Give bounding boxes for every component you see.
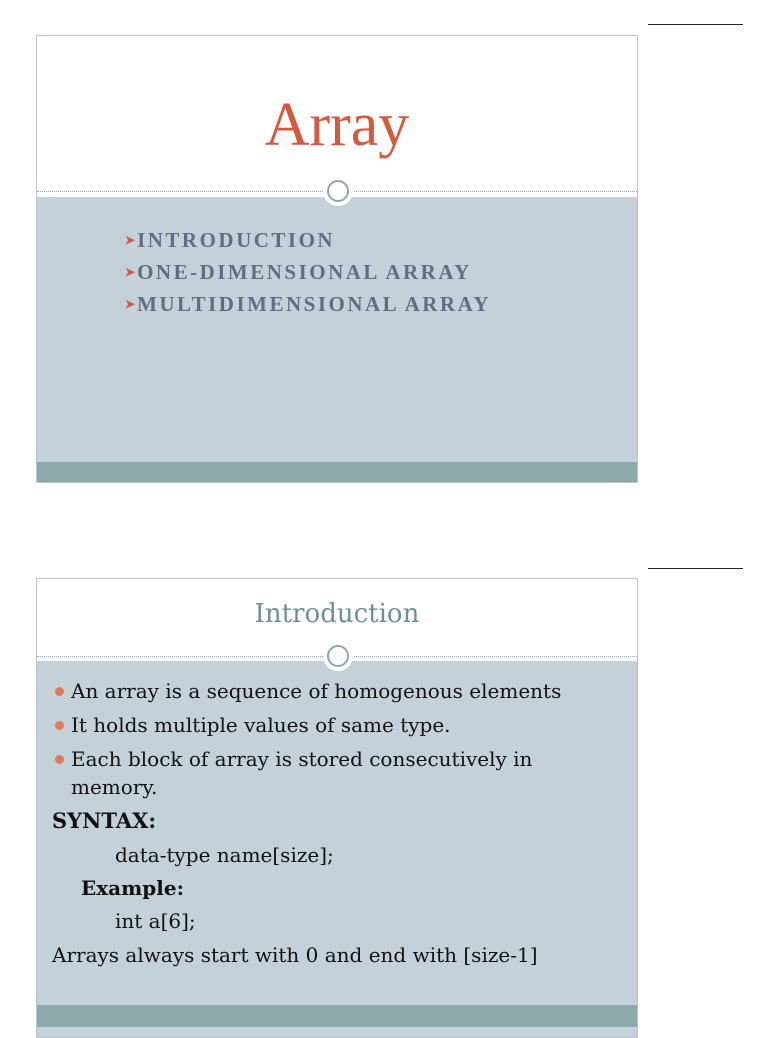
example-label: Example:	[81, 876, 184, 900]
bullet-list	[51, 677, 621, 807]
outline-item-label: INTRODUCTION	[137, 228, 336, 252]
bullet-text: Each block of array is stored consecutively in memory.	[71, 747, 533, 799]
ring-ornament-icon	[323, 641, 353, 671]
slide-title-text: Introduction	[254, 599, 420, 629]
bullet-text: An array is a sequence of homogenous elements	[71, 679, 562, 703]
slide-title	[36, 35, 638, 483]
ring-ornament-inner	[327, 180, 349, 202]
ring-ornament-icon	[323, 176, 353, 206]
ring-ornament-inner	[327, 645, 349, 667]
bullet-item	[51, 677, 621, 705]
circle-bullet-icon	[55, 755, 64, 764]
bullet-item	[51, 745, 621, 801]
arrow-right-icon: ➤	[125, 297, 136, 311]
closing-text: Arrays always start with 0 and end with [size-1]	[52, 943, 538, 967]
syntax-code: data-type name[size];	[115, 843, 334, 867]
slide-footer-bar	[37, 462, 637, 482]
bullet-item	[51, 711, 621, 739]
arrow-right-icon: ➤	[125, 265, 136, 279]
outline-item-label: MULTIDIMENSIONAL ARRAY	[137, 292, 491, 316]
outline-item	[125, 288, 491, 320]
circle-bullet-icon	[55, 721, 64, 730]
outline-item	[125, 224, 491, 256]
outline-list	[125, 224, 491, 320]
slide-introduction	[36, 578, 638, 1038]
arrow-right-icon: ➤	[125, 233, 136, 247]
notes-line	[648, 568, 743, 569]
circle-bullet-icon	[55, 687, 64, 696]
outline-item	[125, 256, 491, 288]
notes-line	[648, 24, 743, 25]
bullet-text: It holds multiple values of same type.	[71, 713, 451, 737]
syntax-label: SYNTAX:	[52, 808, 157, 833]
slide-header-area	[37, 36, 637, 197]
example-code: int a[6];	[115, 909, 196, 933]
slide-title-text: Array	[264, 91, 410, 159]
outline-item-label: ONE-DIMENSIONAL ARRAY	[137, 260, 472, 284]
